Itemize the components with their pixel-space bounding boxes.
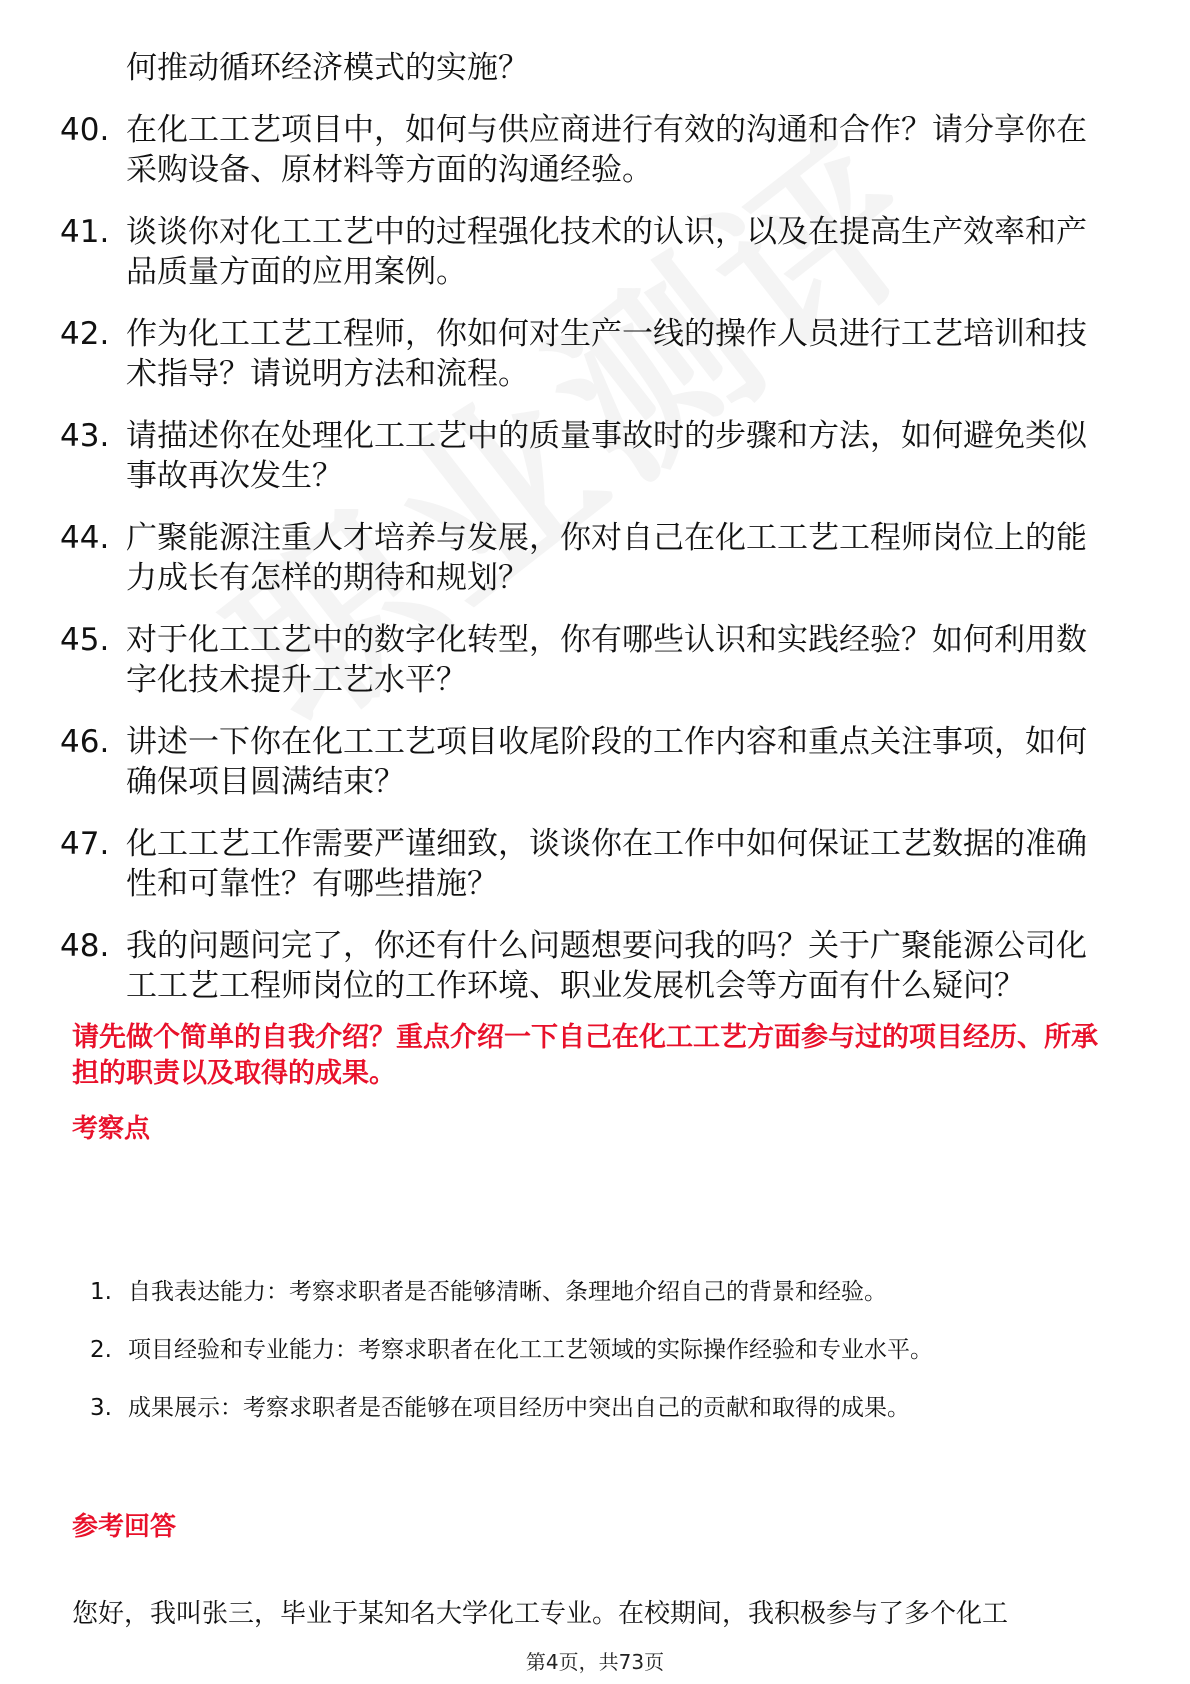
item-number: 40. [60,112,110,148]
list-item [60,824,1120,904]
question-list [60,48,1120,1028]
question-text: 我的问题问完了，你还有什么问题想要问我的吗？关于广聚能源公司化工工艺工程师岗位的工作环境、职业发展机会等方面有什么疑问？ [126,928,1087,1004]
list-item [60,48,1120,88]
list-item [60,518,1120,598]
item-number: 44. [60,520,110,556]
list-item [60,110,1120,190]
question-text: 请描述你在处理化工工艺中的质量事故时的步骤和方法，如何避免类似事故再次发生？ [126,418,1087,494]
list-item [60,314,1120,394]
item-number: 47. [60,826,110,862]
reference-answer-heading: 参考回答 [72,1512,177,1542]
list-item [60,722,1120,802]
question-text: 广聚能源注重人才培养与发展，你对自己在化工工艺工程师岗位上的能力成长有怎样的期待和规划？ [126,520,1087,596]
list-item [60,212,1120,292]
item-number: 48. [60,928,110,964]
assessment-points [90,1263,1100,1437]
kaochadian-heading: 考察点 [72,1114,151,1144]
page-footer: 第4页，共73页 [525,1650,665,1674]
list-item [60,416,1120,496]
item-number: 3. [90,1395,112,1421]
question-text: 谈谈你对化工工艺中的过程强化技术的认识，以及在提高生产效率和产品质量方面的应用案例。 [126,214,1087,290]
list-item [60,926,1120,1006]
item-number: 1. [90,1279,112,1305]
list-item [60,620,1120,700]
question-text: 对于化工工艺中的数字化转型，你有哪些认识和实践经验？如何利用数字化技术提升工艺水平？ [126,622,1087,698]
item-number: 41. [60,214,110,250]
question-text: 讲述一下你在化工工艺项目收尾阶段的工作内容和重点关注事项，如何确保项目圆满结束？ [126,724,1087,800]
list-item [90,1321,1100,1379]
question-text: 在化工工艺项目中，如何与供应商进行有效的沟通和合作？请分享你在采购设备、原材料等方面的沟通经验。 [126,112,1087,188]
item-number: 46. [60,724,110,760]
item-number: 2. [90,1337,112,1363]
answer-text: 您好，我叫张三，毕业于某知名大学化工专业。在校期间，我积极参与了多个化工 [72,1599,1009,1629]
question-text: 作为化工工艺工程师，你如何对生产一线的操作人员进行工艺培训和技术指导？请说明方法和流程。 [126,316,1087,392]
item-number: 43. [60,418,110,454]
continued-text: 何推动循环经济模式的实施？ [126,50,529,86]
list-item [90,1263,1100,1321]
item-number: 42. [60,316,110,352]
point-text: 成果展示：考察求职者是否能够在项目经历中突出自己的贡献和取得的成果。 [128,1395,910,1421]
list-item [90,1379,1100,1437]
item-number: 45. [60,622,110,658]
point-text: 自我表达能力：考察求职者是否能够清晰、条理地介绍自己的背景和经验。 [128,1279,887,1305]
question-text: 化工工艺工作需要严谨细致，谈谈你在工作中如何保证工艺数据的准确性和可靠性？有哪些措施？ [126,826,1087,902]
section-question-heading: 请先做个简单的自我介绍？重点介绍一下自己在化工工艺方面参与过的项目经历、所承担的职责以及取得的成果。 [72,1022,1098,1089]
point-text: 项目经验和专业能力：考察求职者在化工工艺领域的实际操作经验和专业水平。 [128,1337,933,1363]
